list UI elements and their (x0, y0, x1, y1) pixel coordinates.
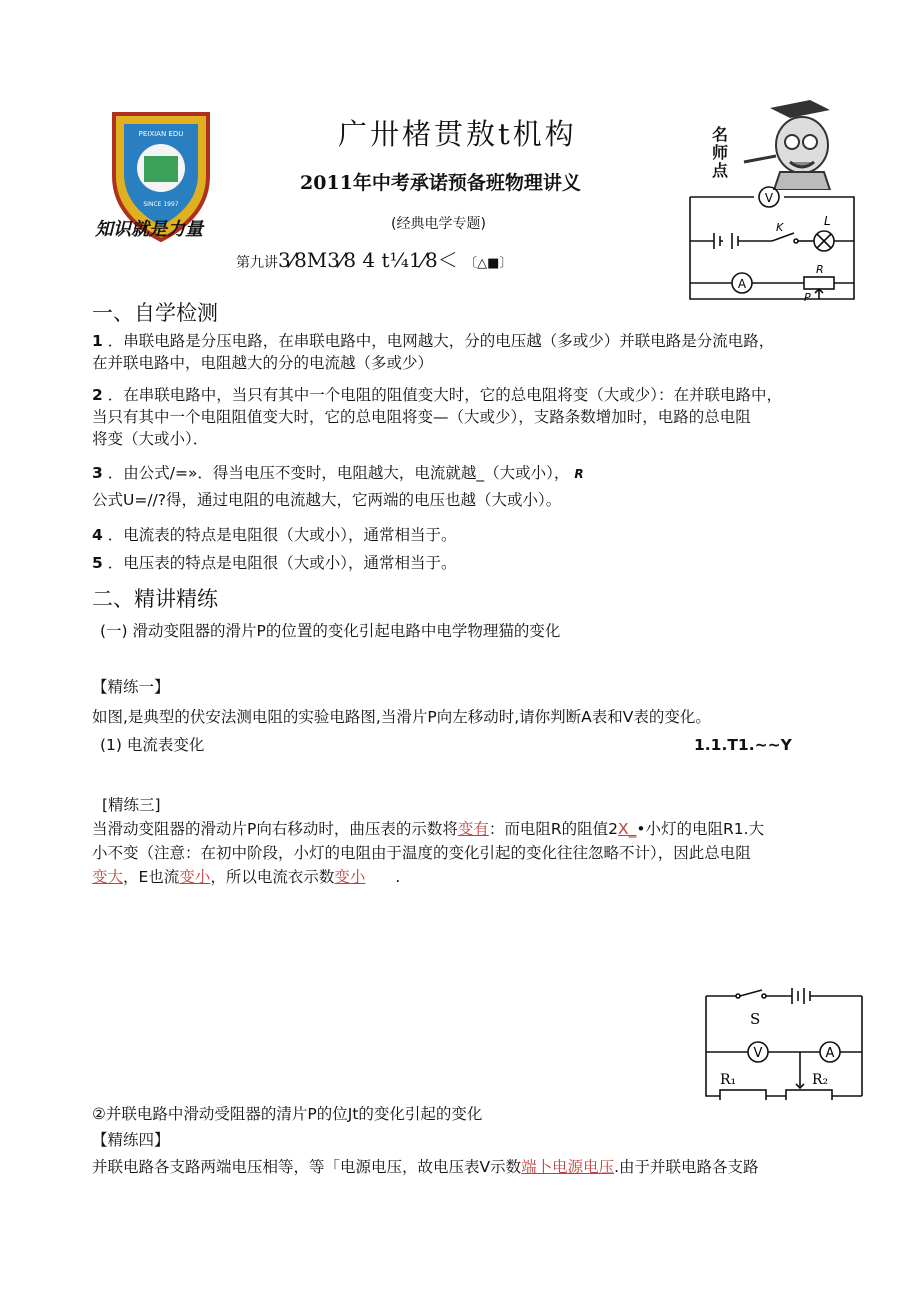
s1-item-2-line-3: 将变（大或小）． (92, 430, 209, 448)
ex3-l3a: ，E也流 (123, 868, 180, 886)
ex3-l1-answer-1: 变有 (457, 820, 489, 838)
c2-switch-label: S (750, 1010, 761, 1028)
s2-sub1: (一) 滑动变阻器的滑片P的位置的变化引起电路中电学物理猫的变化 (100, 622, 561, 640)
logo-since-text: SINCE 1997 (143, 201, 179, 208)
lecture-label: 第九讲 (236, 255, 278, 271)
s1-item-2 (92, 384, 782, 450)
s1-item-3-num: 3 (92, 464, 103, 482)
page-title: 广卅楮贯敖t机构 (338, 117, 577, 151)
ex4-a: 并联电路各支路两端电压相等，等「电源电压，故电压表V示数 (92, 1158, 522, 1176)
ex4-b: .由于并联电路各支路 (614, 1158, 759, 1176)
c1-rheostat-label: R (816, 263, 824, 276)
topic-label: (经典电学专题) (391, 216, 486, 232)
ex3-l1a: 当滑动变阻器的滑动片P向右移动时，曲压表的示数将 (92, 820, 458, 838)
ex3-l3-answer-1: 变大 (92, 868, 124, 886)
s1-item-5-line-1: ．电压表的特点是电阻很（大或小），通常相当于。 (107, 554, 457, 572)
ex1-text: 如图,是典型的伏安法测电阻的实验电路图,当滑片P向左移动时,请你判断A表和V表的变化。 (92, 708, 711, 726)
s2-sub2: ②并联电路中滑动受阻器的清片P的位Jt的变化引起的变化 (92, 1105, 483, 1123)
page-subtitle: 2011年中考承诺预备班物理讲义 (300, 172, 581, 194)
s1-item-5 (92, 552, 457, 574)
teacher-badge: 名师点 (712, 125, 729, 180)
s1-item-4-num: 4 (92, 526, 103, 544)
ex3-l3c: . (395, 868, 401, 886)
c1-voltmeter-label: V (764, 191, 774, 205)
s1-item-4 (92, 524, 457, 546)
ex3-l1b: ：而电阻R的阻值2 (488, 820, 619, 838)
c2-r1-label: R₁ (720, 1072, 737, 1088)
s1-item-1 (92, 330, 774, 374)
ex3-l2: 小不变（注意：在初中阶段，小灯的电阻由于温度的变化引起的变化往往忽略不计），因此总电阻 (92, 844, 751, 862)
lecture-garbled: 3⁄8M3⁄8 4 t¼1⁄8＜ (278, 248, 458, 272)
ex3-title: [精练三] (102, 796, 161, 814)
ex3-l1c: •小灯的电阻R1.大 (636, 820, 765, 838)
s1-item-3-side-r: R (574, 467, 584, 481)
ex3-l3b: ，所以电流衣示数 (210, 868, 335, 886)
ex4-answer: 端卜电源电压 (521, 1158, 615, 1176)
c2-r2-label: R₂ (812, 1072, 829, 1088)
teacher-illustration (712, 100, 872, 190)
ex3-l3-answer-3: 变小 (334, 868, 366, 886)
c1-slider-label: P (804, 291, 811, 303)
section2-heading: 二、精讲精练 (92, 587, 218, 611)
logo-top-text: PEIXIAN EDU (138, 130, 184, 138)
s1-item-1-num: 1 (92, 332, 103, 350)
ex3-body (92, 818, 832, 888)
s1-item-1-line-1: ．串联电路是分压电路，在串联电路中，电网越大，分的电压越（多或少）并联电路是分流电路， (107, 332, 775, 350)
circuit-diagram-1 (684, 181, 860, 303)
logo-slogan: 知识就是力量 (95, 219, 203, 240)
lecture-title (236, 244, 512, 273)
s1-item-2-line-2: 当只有其中一个电阻阻值变大时，它的总电阻将变—（大或少），支路条数增加时，电路的总电阻 (92, 408, 751, 426)
circuit-diagram-2 (700, 980, 868, 1100)
s1-item-1-line-2: 在并联电路中，电阻越大的分的电流越（多或少） (92, 354, 434, 372)
teacher-cartoon-icon (740, 100, 850, 190)
ex4-title: 【精练四】 (92, 1131, 170, 1149)
c1-lamp-label: L (824, 214, 831, 228)
section1-heading: 一、自学检测 (92, 301, 218, 325)
lecture-tail: 〔△■〕 (464, 256, 513, 271)
s1-item-3-line-1: ．由公式/=»．得当电压不变时，电阻越大，电流就越_（大或小）， (107, 464, 570, 482)
ex1-title: 【精练一】 (92, 678, 170, 696)
c2-voltmeter-label: V (753, 1046, 763, 1061)
s1-item-3 (92, 462, 584, 511)
ex3-l1-answer-2: X_ (618, 820, 637, 838)
c1-ammeter-label: A (737, 277, 747, 291)
ex3-l3-answer-2: 变小 (179, 868, 211, 886)
s1-item-3-line-2: 公式U=//?得，通过电阻的电流越大，它两端的电压也越（大或小）。 (92, 491, 562, 509)
s1-item-4-line-1: ．电流表的特点是电阻很（大或小），通常相当于。 (107, 526, 457, 544)
ex4-body (92, 1156, 759, 1178)
s1-item-2-line-1: ．在串联电路中，当只有其中一个电阻的阻值变大时，它的总电阻将变（大或少）：在并联电路中， (107, 386, 782, 404)
c2-ammeter-label: A (825, 1046, 835, 1061)
s1-item-5-num: 5 (92, 554, 103, 572)
ex1-question: (1) 电流表变化 (100, 736, 205, 754)
ex1-answer: 1.1.T1.~~Y (694, 736, 792, 754)
c1-switch-label: K (776, 221, 784, 234)
s1-item-2-num: 2 (92, 386, 103, 404)
